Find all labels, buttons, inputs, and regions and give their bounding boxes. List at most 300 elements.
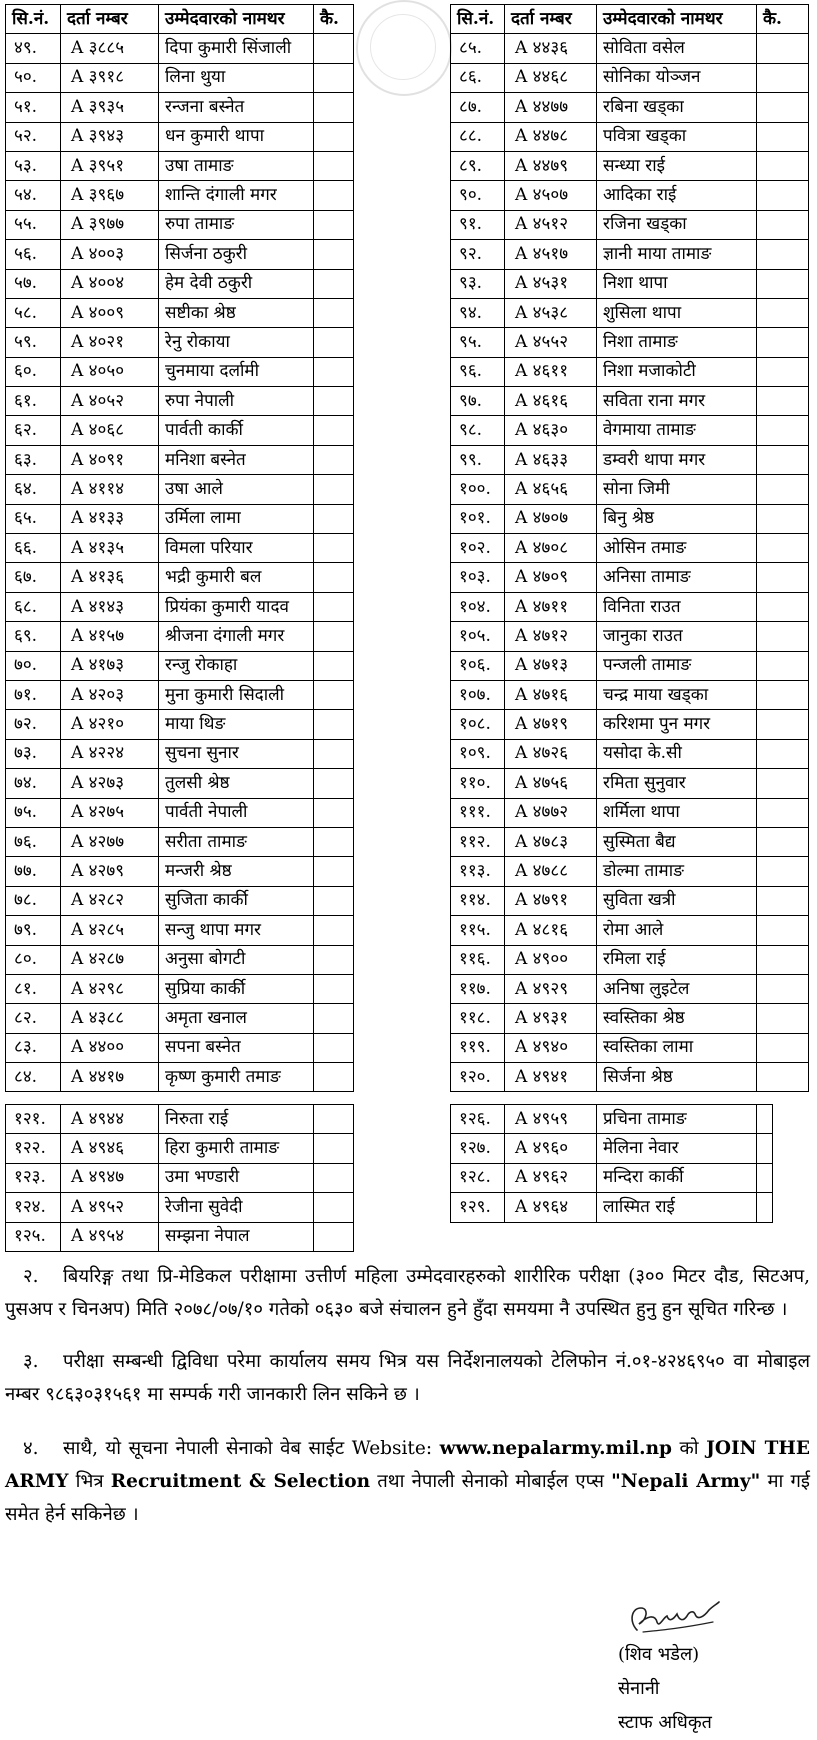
table-row [6,151,354,180]
remarks-cell [314,475,354,504]
name-cell: रुपा तामाङ [159,210,314,239]
name-cell: रमिता सुनुवार [597,769,757,798]
header-name: उम्मेदवारको नामथर [597,5,757,34]
registration-cell: A ४२८२ [61,886,159,915]
serial-cell: ५३. [6,151,61,180]
registration-cell: A ४९४४ [61,1105,159,1134]
registration-cell: A ४६१६ [505,387,597,416]
remarks-cell [314,387,354,416]
remarks-cell [314,269,354,298]
registration-cell: A ४७१२ [505,622,597,651]
table-row [6,739,354,768]
serial-cell: ८७. [451,93,505,122]
table-row [6,1193,354,1222]
remarks-cell [314,1004,354,1033]
table-row [6,1004,354,1033]
remarks-cell [314,240,354,269]
serial-cell: ८३. [6,1033,61,1062]
serial-cell: ६७. [6,563,61,592]
registration-cell: A ४२०३ [61,680,159,709]
mobile-app-name: "Nepali Army" [611,1471,761,1492]
table-row [6,622,354,651]
registration-cell: A ४७१९ [505,710,597,739]
name-cell: रुपा नेपाली [159,387,314,416]
name-cell: सष्टीका श्रेष्ठ [159,298,314,327]
remarks-cell [757,974,809,1003]
serial-cell: ११०. [451,769,505,798]
table-row [6,357,354,386]
registration-cell: A ४५३८ [505,298,597,327]
serial-cell: ७८. [6,886,61,915]
table-row [6,1105,354,1134]
remarks-cell [314,534,354,563]
remarks-cell [757,1033,809,1062]
paragraph-text: बियरिङ्ग तथा प्रि-मेडिकल परीक्षामा उत्तीर्ण महिला उम्मेदवारहरुको शारीरिक परीक्षा (३०० मिटर दौड, सिटअप, पुसअप र चिनअप) मिति २०७८/०७/१० गतेको ०६३० बजे संचालन हुने हुँदा समयमा नै उपस्थित हुनु हुन सूचित गरिन्छ । [5,1266,810,1320]
remarks-cell [757,1134,773,1163]
name-cell: मन्जरी श्रेष्ठ [159,857,314,886]
registration-cell: A ४७५६ [505,769,597,798]
table-row [451,622,809,651]
serial-cell: ७३. [6,739,61,768]
serial-cell: ६९. [6,622,61,651]
serial-cell: ६८. [6,592,61,621]
paragraph-text: परीक्षा सम्बन्धी द्विविधा परेमा कार्यालय समय भित्र यस निर्देशनालयको टेलिफोन नं.०१-४२४६९५० वा मोबाइल नम्बर ९८६३०३१५६१ मा सम्पर्क गरी जानकारी लिन सकिने छ । [5,1351,810,1405]
registration-cell: A ४६५६ [505,475,597,504]
name-cell: रजिना खड्का [597,210,757,239]
name-cell: स्वस्तिका लामा [597,1033,757,1062]
table-row [451,739,809,768]
registration-cell: A ४७११ [505,592,597,621]
remarks-cell [314,592,354,621]
remarks-cell [757,34,809,63]
serial-cell: १०७. [451,680,505,709]
registration-cell: A ४९६० [505,1134,597,1163]
serial-cell: ६५. [6,504,61,533]
remarks-cell [757,680,809,709]
registration-cell: A ४७८८ [505,857,597,886]
serial-cell: १२२. [6,1134,61,1163]
table-row [451,416,809,445]
serial-cell: ७१. [6,680,61,709]
name-cell: सपना बस्नेत [159,1033,314,1062]
name-cell: करिशमा पुन मगर [597,710,757,739]
table-row [451,680,809,709]
remarks-cell [757,122,809,151]
remarks-cell [757,151,809,180]
table-row [451,387,809,416]
signature-block [618,1600,808,1740]
name-cell: तुलसी श्रेष्ठ [159,769,314,798]
remarks-cell [314,974,354,1003]
serial-cell: ५२. [6,122,61,151]
remarks-cell [757,739,809,768]
name-cell: उर्मिला लामा [159,504,314,533]
serial-cell: ९३. [451,269,505,298]
remarks-cell [314,328,354,357]
registration-cell: A ४०२१ [61,328,159,357]
serial-cell: ९८. [451,416,505,445]
name-cell: सुविता खत्री [597,886,757,915]
paragraph-number: ४. [23,1438,39,1459]
table-row [6,93,354,122]
registration-cell: A ४७८३ [505,827,597,856]
table-row [6,298,354,327]
name-cell: अमृता खनाल [159,1004,314,1033]
name-cell: यसोदा के.सी [597,739,757,768]
serial-cell: ७४. [6,769,61,798]
name-cell: वेगमाया तामाङ [597,416,757,445]
serial-cell: ७७. [6,857,61,886]
name-cell: लास्मित राई [597,1193,757,1222]
name-cell: दिपा कुमारी सिंजाली [159,34,314,63]
remarks-cell [314,916,354,945]
serial-cell: ७५. [6,798,61,827]
name-cell: शर्मिला थापा [597,798,757,827]
serial-cell: ११६. [451,945,505,974]
name-cell: कृष्ण कुमारी तमाङ [159,1063,314,1092]
serial-cell: १०२. [451,534,505,563]
registration-cell: A ४०५२ [61,387,159,416]
registration-cell: A ४५१२ [505,210,597,239]
notice-paragraph-4 [5,1432,810,1531]
name-cell: विनिता राउत [597,592,757,621]
remarks-cell [314,739,354,768]
table-row [451,916,809,945]
name-cell: शुसिला थापा [597,298,757,327]
remarks-cell [757,210,809,239]
name-cell: ज्ञानी माया तामाङ [597,240,757,269]
registration-cell: A ४०५० [61,357,159,386]
name-cell: आदिका राई [597,181,757,210]
name-cell: मनिशा बस्नेत [159,445,314,474]
table-row [451,974,809,1003]
serial-cell: ७०. [6,651,61,680]
table-row [451,63,809,92]
name-cell: रन्जु रोकाहा [159,651,314,680]
registration-cell: A ४४७८ [505,122,597,151]
signatory-name: (शिव भडेल) [618,1644,700,1665]
remarks-cell [757,1105,773,1134]
serial-cell: ९२. [451,240,505,269]
remarks-cell [757,886,809,915]
name-cell: सन्जु थापा मगर [159,916,314,945]
table-row [6,387,354,416]
remarks-cell [757,328,809,357]
table-row [451,504,809,533]
serial-cell: ६१. [6,387,61,416]
serial-cell: ५९. [6,328,61,357]
registration-cell: A ४२९८ [61,974,159,1003]
table-row [451,769,809,798]
remarks-cell [314,710,354,739]
serial-cell: ५६. [6,240,61,269]
table-row [451,798,809,827]
remarks-cell [757,916,809,945]
table-row [451,886,809,915]
name-cell: सुजिता कार्की [159,886,314,915]
remarks-cell [757,240,809,269]
notice-paragraph-2 [5,1260,810,1326]
remarks-cell [314,798,354,827]
remarks-cell [757,93,809,122]
serial-cell: ८१. [6,974,61,1003]
name-cell: धन कुमारी थापा [159,122,314,151]
remarks-cell [314,769,354,798]
office-stamp-watermark [356,0,452,96]
registration-cell: A ४६३० [505,416,597,445]
serial-cell: ६०. [6,357,61,386]
name-cell: मेलिना नेवार [597,1134,757,1163]
remarks-cell [314,1063,354,1092]
candidate-table-left-bottom [5,1104,354,1252]
name-cell: रेजीना सुवेदी [159,1193,314,1222]
table-header-row [451,5,809,34]
registration-cell: A ४२७३ [61,769,159,798]
remarks-cell [757,63,809,92]
serial-cell: ११४. [451,886,505,915]
table-row [6,34,354,63]
table-row [451,1134,773,1163]
registration-cell: A ४२२४ [61,739,159,768]
table-row [6,445,354,474]
table-row [451,710,809,739]
table-row [6,798,354,827]
registration-cell: A ४८१६ [505,916,597,945]
table-row [451,34,809,63]
table-row [6,592,354,621]
remarks-cell [757,269,809,298]
name-cell: निरुता राई [159,1105,314,1134]
registration-cell: A ४३८८ [61,1004,159,1033]
remarks-cell [314,1163,354,1192]
table-row [451,1193,773,1222]
registration-cell: A ४१५७ [61,622,159,651]
serial-cell: १२१. [6,1105,61,1134]
serial-cell: ७६. [6,827,61,856]
signatory-title: स्टाफ अधिकृत [618,1712,712,1733]
registration-cell: A ४५३१ [505,269,597,298]
name-cell: विमला परियार [159,534,314,563]
name-cell: हिरा कुमारी तामाङ [159,1134,314,1163]
serial-cell: ८६. [451,63,505,92]
registration-cell: A ३९३५ [61,93,159,122]
table-row [451,445,809,474]
remarks-cell [757,945,809,974]
registration-cell: A ४२७९ [61,857,159,886]
serial-cell: ११९. [451,1033,505,1062]
table-row [6,886,354,915]
remarks-cell [314,1105,354,1134]
table-row [451,298,809,327]
table-row [451,857,809,886]
registration-cell: A ४९४७ [61,1163,159,1192]
registration-cell: A ३९७७ [61,210,159,239]
remarks-cell [314,210,354,239]
table-row [451,122,809,151]
registration-cell: A ४७७२ [505,798,597,827]
serial-cell: ८५. [451,34,505,63]
registration-cell: A ४९४१ [505,1063,597,1092]
name-cell: बिनु श्रेष्ठ [597,504,757,533]
serial-cell: १२५. [6,1222,61,1251]
recruitment-selection-link: Recruitment & Selection [110,1471,371,1492]
remarks-cell [314,827,354,856]
serial-cell: ९७. [451,387,505,416]
remarks-cell [757,1004,809,1033]
name-cell: सरीता तामाङ [159,827,314,856]
remarks-cell [314,563,354,592]
serial-cell: १०९. [451,739,505,768]
table-row [6,475,354,504]
table-row [451,1105,773,1134]
registration-cell: A ४५५२ [505,328,597,357]
table-row [451,93,809,122]
registration-cell: A ४७०७ [505,504,597,533]
table-row [451,563,809,592]
table-row [451,1063,809,1092]
registration-cell: A ४५१७ [505,240,597,269]
table-row [451,181,809,210]
name-cell: सिर्जना ठकुरी [159,240,314,269]
registration-cell: A ४९०० [505,945,597,974]
name-cell: उमा भण्डारी [159,1163,314,1192]
remarks-cell [314,1222,354,1251]
remarks-cell [314,680,354,709]
serial-cell: १०४. [451,592,505,621]
remarks-cell [757,592,809,621]
serial-cell: ११८. [451,1004,505,1033]
name-cell: सोना जिमी [597,475,757,504]
table-row [6,269,354,298]
name-cell: पन्जली तामाङ [597,651,757,680]
remarks-cell [314,504,354,533]
name-cell: उषा तामाङ [159,151,314,180]
paragraph-text-1: साथै, यो सूचना नेपाली सेनाको वेब साईट Website: [63,1438,440,1459]
table-row [451,827,809,856]
remarks-cell [314,651,354,680]
table-header-row [6,5,354,34]
serial-cell: ११२. [451,827,505,856]
registration-cell: A ४००३ [61,240,159,269]
registration-cell: A ४६३३ [505,445,597,474]
table-row [451,475,809,504]
remarks-cell [314,622,354,651]
serial-cell: ५७. [6,269,61,298]
registration-cell: A ४७९१ [505,886,597,915]
remarks-cell [314,1134,354,1163]
table-row [451,151,809,180]
remarks-cell [314,122,354,151]
serial-cell: ९५. [451,328,505,357]
table-row [451,1163,773,1192]
header-remarks: कै. [314,5,354,34]
registration-cell: A ४७२६ [505,739,597,768]
table-row [451,240,809,269]
candidate-table-right-bottom [450,1104,773,1223]
registration-cell: A ४९६४ [505,1193,597,1222]
name-cell: रबिना खड्का [597,93,757,122]
header-registration: दर्ता नम्बर [61,5,159,34]
registration-cell: A ४४६८ [505,63,597,92]
name-cell: निशा तामाङ [597,328,757,357]
name-cell: ओसिन तमाङ [597,534,757,563]
registration-cell: A ४६११ [505,357,597,386]
table-row [451,1004,809,1033]
registration-cell: A ४९२९ [505,974,597,1003]
name-cell: सुप्रिया कार्की [159,974,314,1003]
name-cell: रोमा आले [597,916,757,945]
name-cell: चन्द्र माया खड्का [597,680,757,709]
candidate-table-right [450,4,809,1092]
remarks-cell [314,298,354,327]
name-cell: सुचना सुनार [159,739,314,768]
header-name: उम्मेदवारको नामथर [159,5,314,34]
registration-cell: A ४०६८ [61,416,159,445]
table-row [6,63,354,92]
serial-cell: १०३. [451,563,505,592]
table-row [6,328,354,357]
remarks-cell [314,93,354,122]
name-cell: सम्झना नेपाल [159,1222,314,1251]
serial-cell: १२९. [451,1193,505,1222]
remarks-cell [757,298,809,327]
table-row [451,651,809,680]
serial-cell: ९१. [451,210,505,239]
table-row [6,210,354,239]
name-cell: अनिसा तामाङ [597,563,757,592]
registration-cell: A ४४०० [61,1033,159,1062]
remarks-cell [757,857,809,886]
name-cell: हेम देवी ठकुरी [159,269,314,298]
signatory-rank: सेनानी [618,1678,660,1699]
name-cell: निशा थापा [597,269,757,298]
remarks-cell [757,534,809,563]
name-cell: सोनिका योञ्जन [597,63,757,92]
registration-cell: A ४९४६ [61,1134,159,1163]
registration-cell: A ४००९ [61,298,159,327]
serial-cell: १२७. [451,1134,505,1163]
serial-cell: ५१. [6,93,61,122]
name-cell: सिर्जना श्रेष्ठ [597,1063,757,1092]
serial-cell: ६६. [6,534,61,563]
paragraph-number: २. [23,1266,39,1287]
remarks-cell [757,622,809,651]
registration-cell: A ४९४० [505,1033,597,1062]
name-cell: जानुका राउत [597,622,757,651]
table-row [6,974,354,1003]
table-row [451,592,809,621]
name-cell: पार्वती नेपाली [159,798,314,827]
remarks-cell [314,857,354,886]
name-cell: प्रचिना तामाङ [597,1105,757,1134]
paragraph-number: ३. [23,1351,39,1372]
registration-cell: A ४७१३ [505,651,597,680]
name-cell: अनुसा बोगटी [159,945,314,974]
serial-cell: ५८. [6,298,61,327]
registration-cell: A ४१३५ [61,534,159,563]
serial-cell: ६३. [6,445,61,474]
remarks-cell [314,357,354,386]
serial-cell: ९०. [451,181,505,210]
registration-cell: A ४४१७ [61,1063,159,1092]
serial-cell: १२६. [451,1105,505,1134]
table-row [6,916,354,945]
table-row [451,534,809,563]
registration-cell: A ४२७५ [61,798,159,827]
registration-cell: A ४४७७ [505,93,597,122]
name-cell: लिना थुया [159,63,314,92]
header-serial: सि.नं. [6,5,61,34]
